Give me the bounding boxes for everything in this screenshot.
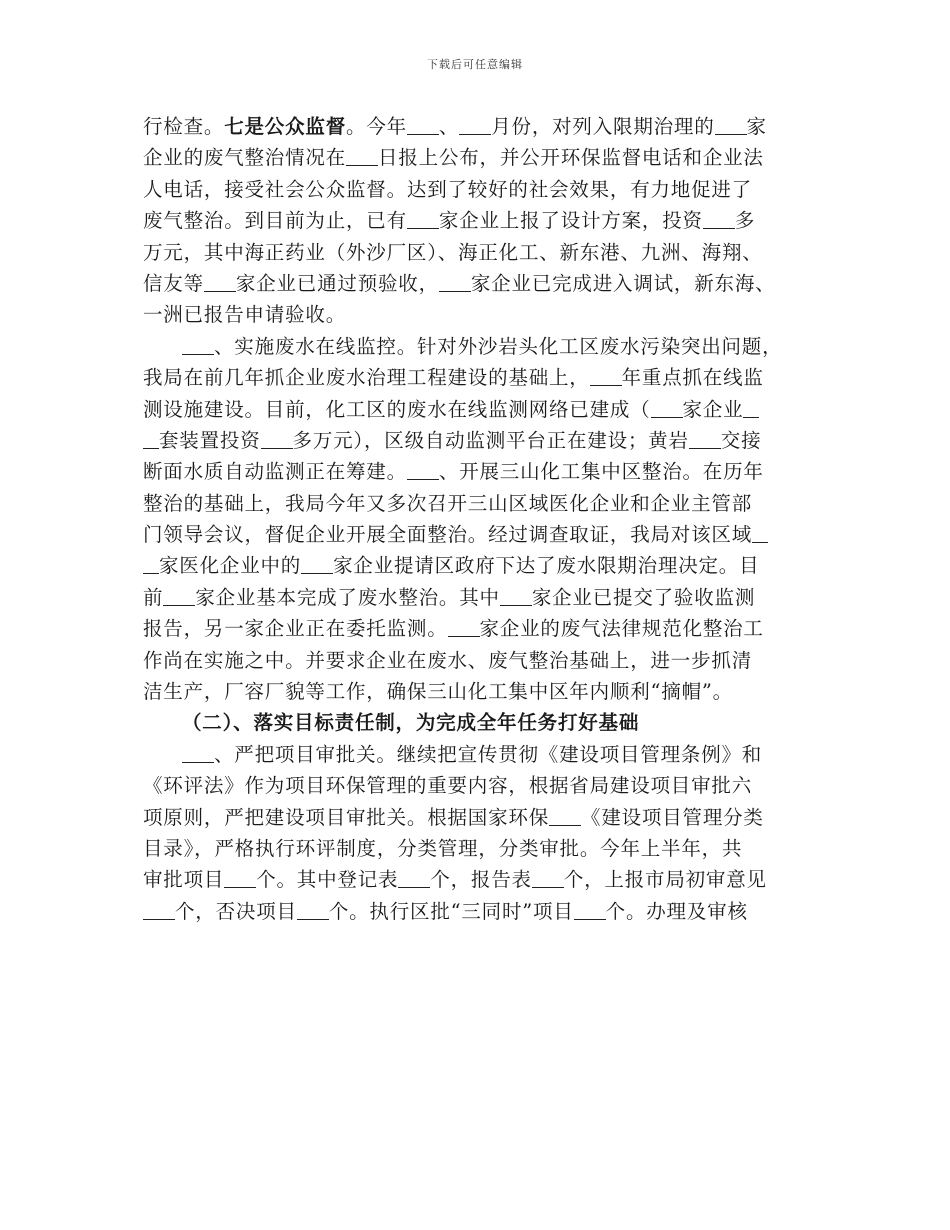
fill-in-blank bbox=[407, 210, 439, 229]
text-segment: 个。其中登记表 bbox=[256, 868, 399, 892]
text-line bbox=[143, 802, 823, 833]
fill-in-blank bbox=[407, 461, 439, 480]
fill-in-blank bbox=[743, 399, 759, 418]
text-segment: 万元，其中海正药业（外沙厂区）、海正化工、新东港、九洲、海翔、 bbox=[143, 240, 763, 264]
text-line bbox=[143, 645, 823, 676]
text-segment: 行检查。 bbox=[143, 115, 225, 138]
text-line bbox=[143, 833, 823, 864]
text-segment: 项原则，严把建设项目审批关。根据国家环保 bbox=[143, 805, 550, 829]
text-segment: 家企业的废气法律规范化整治工 bbox=[479, 617, 764, 641]
text-segment: 、实施废水在线监控。针对外沙岩头化工区废水污染突出问题， bbox=[214, 334, 783, 358]
fill-in-blank bbox=[346, 147, 378, 166]
text-segment: 作尚在实施之中。并要求企业在废水、废气整治基础上，进一步抓清 bbox=[143, 648, 753, 672]
text-segment: 个，上报市局初审意见 bbox=[563, 868, 767, 892]
text-line bbox=[143, 425, 823, 456]
paragraph bbox=[143, 111, 823, 331]
text-line bbox=[143, 394, 823, 425]
text-segment: 家企业 bbox=[682, 397, 744, 421]
text-segment: 洁生产，厂容厂貌等工作，确保三山化工集中区年内顺利“摘帽”。 bbox=[143, 680, 733, 704]
document-body bbox=[143, 111, 823, 927]
text-line bbox=[143, 896, 823, 927]
text-segment: 个，报告表 bbox=[430, 868, 532, 892]
text-segment: 废气整治。到目前为止，已有 bbox=[143, 209, 407, 233]
fill-in-blank bbox=[143, 430, 159, 449]
text-segment: 家企业已提交了验收监测 bbox=[531, 585, 756, 609]
text-segment: 交接 bbox=[720, 428, 762, 452]
text-segment: 、 bbox=[438, 115, 460, 138]
text-segment: 多 bbox=[734, 209, 756, 233]
text-line bbox=[143, 142, 823, 173]
text-line bbox=[143, 331, 823, 362]
text-segment: 家企业提请区政府下达了废水限期治理决定。目 bbox=[333, 554, 760, 578]
text-line bbox=[143, 488, 823, 519]
fill-in-blank bbox=[297, 901, 329, 920]
text-segment: 多万元），区级自动监测平台正在建设；黄岩 bbox=[292, 428, 689, 452]
text-line bbox=[143, 864, 823, 895]
text-segment: 门领导会议，督促企业开展全面整治。经过调查取证，我局对该区域 bbox=[143, 523, 753, 547]
text-line bbox=[143, 299, 823, 330]
text-line bbox=[143, 582, 823, 613]
text-segment: 信友等 bbox=[143, 271, 204, 295]
text-line bbox=[143, 613, 823, 644]
text-segment: 家企业已完成进入调试，新东海、 bbox=[470, 271, 776, 295]
text-segment: 。今年 bbox=[346, 115, 407, 138]
fill-in-blank bbox=[204, 273, 236, 292]
text-line bbox=[143, 268, 823, 299]
fill-in-blank bbox=[459, 116, 491, 135]
text-segment: 年重点抓在线监 bbox=[621, 366, 764, 390]
paragraph bbox=[143, 739, 823, 927]
text-segment: 我局在前几年抓企业废水治理工程建设的基础上， bbox=[143, 366, 590, 390]
download-note: 下载后可任意编辑 bbox=[427, 58, 523, 71]
text-segment: 、严把项目审批关。继续把宣传贯彻《建设项目管理条例》和 bbox=[214, 742, 763, 766]
text-segment: 家企业上报了设计方案，投资 bbox=[438, 209, 703, 233]
fill-in-blank bbox=[574, 901, 606, 920]
fill-in-blank bbox=[398, 869, 430, 888]
fill-in-blank bbox=[549, 807, 581, 826]
fill-in-blank bbox=[500, 587, 532, 606]
heading-line bbox=[143, 707, 823, 738]
fill-in-blank bbox=[703, 210, 735, 229]
text-segment: 家企业已通过预验收， bbox=[235, 271, 439, 295]
section-heading bbox=[143, 707, 823, 738]
text-line bbox=[143, 237, 823, 268]
fill-in-blank bbox=[143, 901, 175, 920]
fill-in-blank bbox=[715, 116, 747, 135]
text-line bbox=[143, 362, 823, 393]
text-segment: 个。办理及审核 bbox=[605, 899, 748, 923]
fill-in-blank bbox=[651, 399, 683, 418]
text-segment: 《环评法》作为项目环保管理的重要内容，根据省局建设项目审批六 bbox=[143, 774, 753, 798]
text-segment: 《建设项目管理分类 bbox=[581, 805, 764, 829]
fill-in-blank bbox=[163, 587, 195, 606]
text-line bbox=[143, 456, 823, 487]
fill-in-blank bbox=[182, 744, 214, 763]
text-segment: 断面水质自动监测正在筹建。 bbox=[143, 460, 407, 484]
fill-in-blank bbox=[689, 430, 721, 449]
text-segment: 套装置投资 bbox=[159, 428, 261, 452]
fill-in-blank bbox=[448, 618, 480, 637]
text-segment: 日报上公布，并公开环保监督电话和企业法 bbox=[378, 146, 764, 170]
fill-in-blank bbox=[301, 555, 333, 574]
text-segment: 测设施建设。目前，化工区的废水在线监测网络已建成（ bbox=[143, 397, 651, 421]
fill-in-blank bbox=[224, 869, 256, 888]
text-line bbox=[143, 205, 823, 236]
text-segment: 个，否决项目 bbox=[175, 899, 297, 923]
text-segment: 月份，对列入限期治理的 bbox=[491, 115, 715, 138]
text-segment: （二）、落实目标责任制，为完成全年任务打好基础 bbox=[182, 711, 640, 735]
fill-in-blank bbox=[439, 273, 471, 292]
text-line bbox=[143, 739, 823, 770]
fill-in-blank bbox=[182, 336, 214, 355]
text-line bbox=[143, 174, 823, 205]
text-segment: 前 bbox=[143, 585, 164, 609]
fill-in-blank bbox=[590, 367, 622, 386]
text-line bbox=[143, 519, 823, 550]
fill-in-blank bbox=[752, 524, 768, 543]
bold-text: 七是公众监督 bbox=[224, 115, 347, 138]
fill-in-blank bbox=[407, 116, 439, 135]
fill-in-blank bbox=[261, 430, 293, 449]
text-segment: 家企业基本完成了废水整治。其中 bbox=[195, 585, 500, 609]
paragraph bbox=[143, 331, 823, 708]
fill-in-blank bbox=[143, 555, 159, 574]
text-line bbox=[143, 550, 823, 581]
text-segment: 个。执行区批“三同时”项目 bbox=[328, 899, 574, 923]
text-line bbox=[143, 111, 823, 142]
text-segment: 企业的废气整治情况在 bbox=[143, 146, 347, 170]
text-line bbox=[143, 770, 823, 801]
text-segment: 人电话，接受社会公众监督。达到了较好的社会效果，有力地促进了 bbox=[143, 177, 753, 201]
text-segment: 目录》，严格执行环评制度，分类管理，分类审批。今年上半年，共 bbox=[143, 836, 743, 860]
text-segment: 家医化企业中的 bbox=[159, 554, 302, 578]
text-segment: 、开展三山化工集中区整治。在历年 bbox=[438, 460, 764, 484]
text-segment: 审批项目 bbox=[143, 868, 225, 892]
text-segment: 整治的基础上，我局今年又多次召开三山区域医化企业和企业主管部 bbox=[143, 491, 753, 515]
text-segment: 一洲已报告申请验收。 bbox=[143, 303, 347, 327]
text-segment: 家 bbox=[746, 115, 767, 138]
text-line bbox=[143, 676, 823, 707]
text-segment: 报告，另一家企业正在委托监测。 bbox=[143, 617, 448, 641]
fill-in-blank bbox=[532, 869, 564, 888]
